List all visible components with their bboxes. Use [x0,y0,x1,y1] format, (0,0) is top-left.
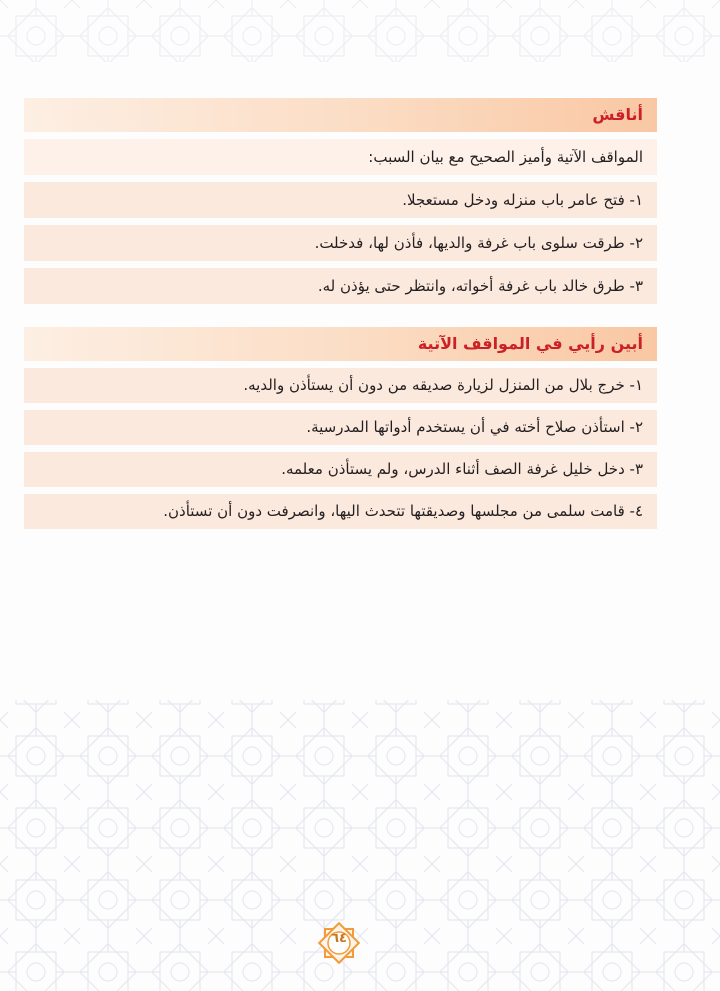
discuss-item-2: ٢- طرقت سلوى باب غرفة والديها، فأذن لها، فدخلت. [24,225,657,261]
discuss-item-3: ٣- طرق خالد باب غرفة أخواته، وانتظر حتى يؤذن له. [24,268,657,304]
opinion-heading: أبين رأيي في المواقف الآتية [24,327,657,361]
opinion-item-3: ٣- دخل خليل غرفة الصف أثناء الدرس، ولم يستأذن معلمه. [24,452,657,487]
discuss-section [24,98,657,304]
opinion-section [24,327,657,529]
discuss-heading: أناقش [24,98,657,132]
opinion-item-2: ٢- استأذن صلاح أخته في أن يستخدم أدواتها المدرسية. [24,410,657,445]
discuss-item-1: ١- فتح عامر باب منزله ودخل مستعجلا. [24,182,657,218]
discuss-intro: المواقف الآتية وأميز الصحيح مع بيان السبب: [24,139,657,175]
opinion-item-4: ٤- قامت سلمى من مجلسها وصديقتها تتحدث اليها، وانصرفت دون أن تستأذن. [24,494,657,529]
opinion-item-1: ١- خرج بلال من المنزل لزيارة صديقه من دون أن يستأذن والديه. [24,368,657,403]
page-number: ٦٤ [331,931,347,946]
